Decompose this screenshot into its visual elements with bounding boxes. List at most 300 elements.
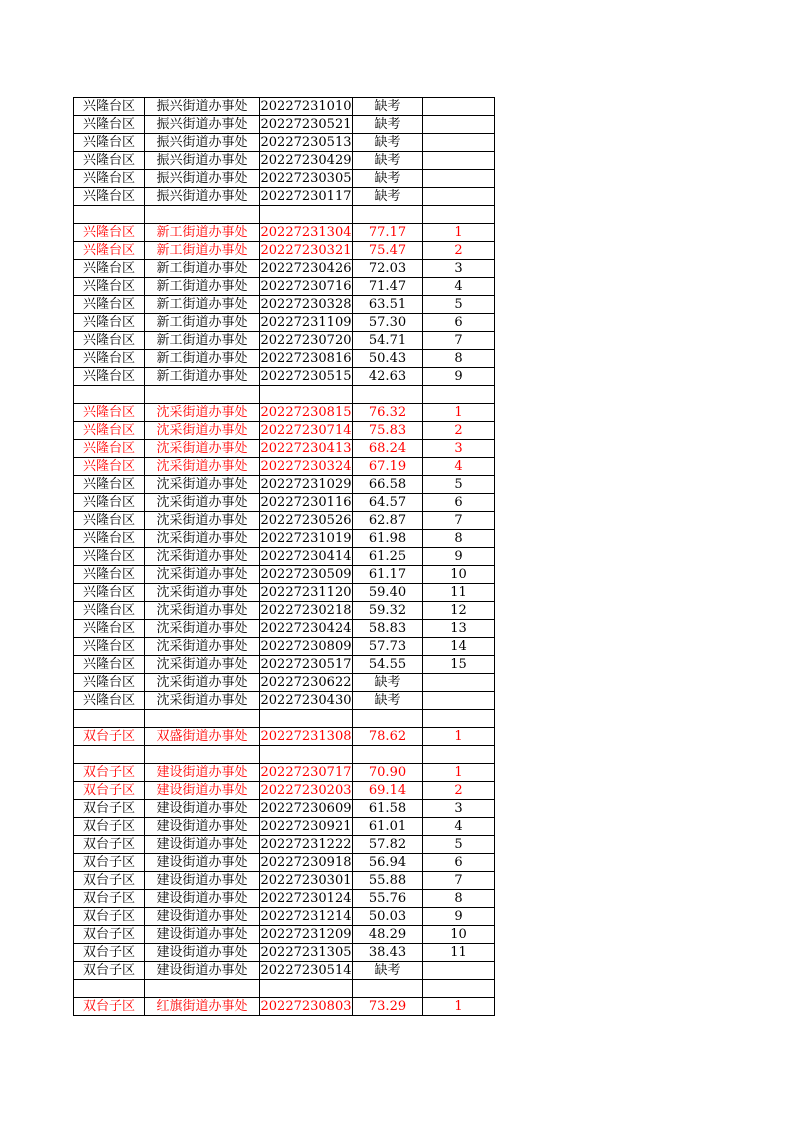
district-cell: 双台子区 xyxy=(74,908,145,926)
rank-cell xyxy=(423,98,495,116)
exam-id-cell: 20227231120 xyxy=(260,585,352,600)
exam-id-cell xyxy=(260,980,353,998)
district-cell: 双台子区 xyxy=(74,764,145,782)
table-row xyxy=(74,404,495,422)
rank-cell xyxy=(423,188,495,206)
exam-id-cell: 20227230714 xyxy=(260,423,352,438)
rank-cell: 2 xyxy=(423,422,495,440)
district-cell: 兴隆台区 xyxy=(74,98,145,116)
score-cell: 76.32 xyxy=(353,404,423,422)
rank-cell xyxy=(423,170,495,188)
score-cell: 缺考 xyxy=(353,962,423,980)
exam-id-cell: 20227230622 xyxy=(260,675,352,690)
office-cell xyxy=(145,206,260,224)
district-cell: 双台子区 xyxy=(74,890,145,908)
district-cell: 双台子区 xyxy=(74,854,145,872)
rank-cell xyxy=(423,134,495,152)
district-cell: 兴隆台区 xyxy=(74,242,145,260)
office-cell: 新工街道办事处 xyxy=(145,332,260,350)
rank-cell: 2 xyxy=(423,242,495,260)
score-table xyxy=(73,97,495,1016)
rank-cell: 15 xyxy=(423,656,495,674)
table-row xyxy=(74,512,495,530)
score-cell: 缺考 xyxy=(353,116,423,134)
rank-cell: 3 xyxy=(423,800,495,818)
rank-cell: 11 xyxy=(423,944,495,962)
table-row xyxy=(74,206,495,224)
score-cell: 58.83 xyxy=(353,620,423,638)
district-cell: 兴隆台区 xyxy=(74,512,145,530)
rank-cell: 6 xyxy=(423,314,495,332)
rank-cell: 9 xyxy=(423,908,495,926)
office-cell: 沈采街道办事处 xyxy=(145,530,260,548)
score-cell xyxy=(353,710,423,728)
district-cell: 兴隆台区 xyxy=(74,440,145,458)
exam-id-cell xyxy=(260,206,353,224)
district-cell: 兴隆台区 xyxy=(74,134,145,152)
district-cell xyxy=(74,746,145,764)
exam-id-cell: 20227230809 xyxy=(260,639,352,654)
exam-id-cell: 20227231305 xyxy=(260,945,352,960)
table-row xyxy=(74,224,495,242)
district-cell: 兴隆台区 xyxy=(74,404,145,422)
rank-cell xyxy=(423,962,495,980)
score-cell: 缺考 xyxy=(353,170,423,188)
table-row xyxy=(74,584,495,602)
table-row xyxy=(74,620,495,638)
score-cell: 缺考 xyxy=(353,98,423,116)
district-cell: 兴隆台区 xyxy=(74,548,145,566)
office-cell: 新工街道办事处 xyxy=(145,242,260,260)
district-cell: 兴隆台区 xyxy=(74,224,145,242)
district-cell: 兴隆台区 xyxy=(74,584,145,602)
table-row xyxy=(74,134,495,152)
exam-id-cell: 20227230816 xyxy=(260,351,352,366)
rank-cell: 9 xyxy=(423,548,495,566)
rank-cell: 1 xyxy=(423,764,495,782)
score-cell: 54.71 xyxy=(353,332,423,350)
exam-id-cell: 20227231019 xyxy=(260,531,352,546)
rank-cell: 14 xyxy=(423,638,495,656)
score-cell: 59.40 xyxy=(353,584,423,602)
exam-id-cell xyxy=(260,746,353,764)
district-cell: 兴隆台区 xyxy=(74,260,145,278)
exam-id-cell: 20227231304 xyxy=(260,225,352,240)
rank-cell: 5 xyxy=(423,296,495,314)
score-cell: 64.57 xyxy=(353,494,423,512)
table-row xyxy=(74,170,495,188)
score-cell: 55.76 xyxy=(353,890,423,908)
office-cell: 沈采街道办事处 xyxy=(145,512,260,530)
score-cell: 50.03 xyxy=(353,908,423,926)
rank-cell: 3 xyxy=(423,440,495,458)
score-cell: 70.90 xyxy=(353,764,423,782)
exam-id-cell: 20227230301 xyxy=(260,873,352,888)
exam-id-cell: 20227230203 xyxy=(260,783,352,798)
district-cell: 双台子区 xyxy=(74,818,145,836)
score-cell: 61.98 xyxy=(353,530,423,548)
rank-cell xyxy=(423,710,495,728)
office-cell: 沈采街道办事处 xyxy=(145,548,260,566)
exam-id-cell: 20227231109 xyxy=(260,315,352,330)
table-row xyxy=(74,152,495,170)
district-cell: 兴隆台区 xyxy=(74,692,145,710)
table-row xyxy=(74,242,495,260)
score-cell: 61.25 xyxy=(353,548,423,566)
exam-id-cell: 20227230328 xyxy=(260,297,352,312)
score-cell: 67.19 xyxy=(353,458,423,476)
table-row xyxy=(74,260,495,278)
rank-cell: 5 xyxy=(423,476,495,494)
district-cell xyxy=(74,980,145,998)
district-cell: 兴隆台区 xyxy=(74,368,145,386)
district-cell: 兴隆台区 xyxy=(74,530,145,548)
score-cell: 78.62 xyxy=(353,728,423,746)
district-cell: 兴隆台区 xyxy=(74,332,145,350)
exam-id-cell: 20227230803 xyxy=(260,999,352,1014)
office-cell: 新工街道办事处 xyxy=(145,224,260,242)
rank-cell: 6 xyxy=(423,854,495,872)
rank-cell: 1 xyxy=(423,224,495,242)
office-cell: 新工街道办事处 xyxy=(145,260,260,278)
exam-id-cell: 20227230218 xyxy=(260,603,352,618)
office-cell: 振兴街道办事处 xyxy=(145,98,260,116)
table-row xyxy=(74,530,495,548)
district-cell: 兴隆台区 xyxy=(74,170,145,188)
district-cell xyxy=(74,386,145,404)
exam-id-cell xyxy=(260,386,353,404)
table-row xyxy=(74,440,495,458)
rank-cell xyxy=(423,206,495,224)
exam-id-cell: 20227230424 xyxy=(260,621,352,636)
score-cell: 缺考 xyxy=(353,674,423,692)
rank-cell xyxy=(423,746,495,764)
district-cell: 双台子区 xyxy=(74,926,145,944)
rank-cell: 8 xyxy=(423,530,495,548)
office-cell xyxy=(145,980,260,998)
district-cell: 双台子区 xyxy=(74,872,145,890)
office-cell xyxy=(145,710,260,728)
office-cell: 双盛街道办事处 xyxy=(145,728,260,746)
office-cell: 振兴街道办事处 xyxy=(145,134,260,152)
district-cell: 兴隆台区 xyxy=(74,296,145,314)
office-cell: 沈采街道办事处 xyxy=(145,656,260,674)
table-row xyxy=(74,314,495,332)
rank-cell xyxy=(423,674,495,692)
exam-id-cell: 20227230429 xyxy=(260,153,352,168)
table-row xyxy=(74,278,495,296)
rank-cell: 9 xyxy=(423,368,495,386)
exam-id-cell: 20227231222 xyxy=(260,837,352,852)
exam-id-cell: 20227230413 xyxy=(260,441,352,456)
office-cell: 振兴街道办事处 xyxy=(145,152,260,170)
score-cell: 75.83 xyxy=(353,422,423,440)
office-cell: 红旗街道办事处 xyxy=(145,998,260,1016)
rank-cell: 4 xyxy=(423,818,495,836)
score-cell: 72.03 xyxy=(353,260,423,278)
exam-id-cell: 20227231010 xyxy=(260,99,352,114)
score-cell: 54.55 xyxy=(353,656,423,674)
score-cell xyxy=(353,206,423,224)
exam-id-cell: 20227230526 xyxy=(260,513,352,528)
district-cell: 兴隆台区 xyxy=(74,566,145,584)
score-cell: 73.29 xyxy=(353,998,423,1016)
rank-cell: 5 xyxy=(423,836,495,854)
office-cell: 沈采街道办事处 xyxy=(145,602,260,620)
office-cell: 沈采街道办事处 xyxy=(145,458,260,476)
office-cell: 沈采街道办事处 xyxy=(145,692,260,710)
score-cell: 71.47 xyxy=(353,278,423,296)
table-row xyxy=(74,872,495,890)
score-cell: 77.17 xyxy=(353,224,423,242)
rank-cell xyxy=(423,152,495,170)
score-cell: 缺考 xyxy=(353,134,423,152)
district-cell: 兴隆台区 xyxy=(74,152,145,170)
office-cell: 沈采街道办事处 xyxy=(145,584,260,602)
score-cell: 63.51 xyxy=(353,296,423,314)
exam-id-cell: 20227230513 xyxy=(260,135,352,150)
score-cell: 66.58 xyxy=(353,476,423,494)
exam-id-cell: 20227231214 xyxy=(260,909,352,924)
rank-cell: 7 xyxy=(423,872,495,890)
rank-cell: 10 xyxy=(423,566,495,584)
exam-id-cell xyxy=(260,710,353,728)
district-cell: 双台子区 xyxy=(74,998,145,1016)
rank-cell: 1 xyxy=(423,998,495,1016)
district-cell: 兴隆台区 xyxy=(74,314,145,332)
exam-id-cell: 20227230609 xyxy=(260,801,352,816)
office-cell: 建设街道办事处 xyxy=(145,926,260,944)
exam-id-cell: 20227230717 xyxy=(260,765,352,780)
table-row xyxy=(74,296,495,314)
rank-cell: 4 xyxy=(423,458,495,476)
table-row xyxy=(74,386,495,404)
score-cell: 57.30 xyxy=(353,314,423,332)
table-row xyxy=(74,980,495,998)
exam-id-cell: 20227230117 xyxy=(260,189,352,204)
rank-cell: 1 xyxy=(423,404,495,422)
district-cell: 双台子区 xyxy=(74,836,145,854)
district-cell: 兴隆台区 xyxy=(74,494,145,512)
score-cell: 缺考 xyxy=(353,692,423,710)
table-row xyxy=(74,800,495,818)
exam-id-cell: 20227230414 xyxy=(260,549,352,564)
table-row xyxy=(74,476,495,494)
office-cell: 沈采街道办事处 xyxy=(145,404,260,422)
office-cell: 新工街道办事处 xyxy=(145,314,260,332)
table-row xyxy=(74,116,495,134)
exam-id-cell: 20227231308 xyxy=(260,729,352,744)
rank-cell: 2 xyxy=(423,782,495,800)
rank-cell: 3 xyxy=(423,260,495,278)
score-cell: 61.01 xyxy=(353,818,423,836)
district-cell: 双台子区 xyxy=(74,944,145,962)
table-row xyxy=(74,602,495,620)
exam-id-cell: 20227230815 xyxy=(260,405,352,420)
table-row xyxy=(74,836,495,854)
score-cell: 62.87 xyxy=(353,512,423,530)
table-row xyxy=(74,890,495,908)
rank-cell xyxy=(423,116,495,134)
exam-id-cell: 20227230515 xyxy=(260,369,352,384)
office-cell: 建设街道办事处 xyxy=(145,908,260,926)
exam-id-cell: 20227230521 xyxy=(260,117,352,132)
score-cell: 75.47 xyxy=(353,242,423,260)
score-cell: 57.73 xyxy=(353,638,423,656)
rank-cell: 11 xyxy=(423,584,495,602)
rank-cell xyxy=(423,692,495,710)
district-cell: 兴隆台区 xyxy=(74,476,145,494)
rank-cell: 8 xyxy=(423,350,495,368)
exam-id-cell: 20227230321 xyxy=(260,243,352,258)
office-cell: 建设街道办事处 xyxy=(145,818,260,836)
score-cell: 57.82 xyxy=(353,836,423,854)
score-table-body xyxy=(74,98,495,1016)
office-cell: 新工街道办事处 xyxy=(145,350,260,368)
table-row xyxy=(74,566,495,584)
district-cell: 兴隆台区 xyxy=(74,458,145,476)
office-cell: 沈采街道办事处 xyxy=(145,494,260,512)
office-cell: 建设街道办事处 xyxy=(145,962,260,980)
rank-cell xyxy=(423,386,495,404)
district-cell: 双台子区 xyxy=(74,800,145,818)
table-row xyxy=(74,944,495,962)
exam-id-cell: 20227230720 xyxy=(260,333,352,348)
office-cell: 新工街道办事处 xyxy=(145,368,260,386)
office-cell: 沈采街道办事处 xyxy=(145,620,260,638)
district-cell xyxy=(74,710,145,728)
table-row xyxy=(74,422,495,440)
exam-id-cell: 20227230517 xyxy=(260,657,352,672)
district-cell: 兴隆台区 xyxy=(74,422,145,440)
office-cell xyxy=(145,746,260,764)
table-row xyxy=(74,692,495,710)
office-cell: 建设街道办事处 xyxy=(145,854,260,872)
score-cell xyxy=(353,746,423,764)
office-cell: 沈采街道办事处 xyxy=(145,422,260,440)
score-cell: 59.32 xyxy=(353,602,423,620)
rank-cell: 10 xyxy=(423,926,495,944)
table-row xyxy=(74,458,495,476)
table-row xyxy=(74,998,495,1016)
score-cell: 55.88 xyxy=(353,872,423,890)
exam-id-cell: 20227230918 xyxy=(260,855,352,870)
exam-id-cell: 20227230509 xyxy=(260,567,352,582)
district-cell: 兴隆台区 xyxy=(74,278,145,296)
table-row xyxy=(74,926,495,944)
score-cell: 缺考 xyxy=(353,152,423,170)
exam-id-cell: 20227230921 xyxy=(260,819,352,834)
district-cell: 兴隆台区 xyxy=(74,350,145,368)
office-cell: 振兴街道办事处 xyxy=(145,116,260,134)
table-row xyxy=(74,818,495,836)
office-cell: 建设街道办事处 xyxy=(145,872,260,890)
table-row xyxy=(74,764,495,782)
table-row xyxy=(74,638,495,656)
rank-cell: 8 xyxy=(423,890,495,908)
score-cell: 50.43 xyxy=(353,350,423,368)
score-cell: 61.58 xyxy=(353,800,423,818)
office-cell: 建设街道办事处 xyxy=(145,782,260,800)
office-cell: 沈采街道办事处 xyxy=(145,638,260,656)
office-cell: 沈采街道办事处 xyxy=(145,476,260,494)
district-cell: 兴隆台区 xyxy=(74,656,145,674)
district-cell xyxy=(74,206,145,224)
rank-cell: 13 xyxy=(423,620,495,638)
score-cell: 56.94 xyxy=(353,854,423,872)
table-row xyxy=(74,782,495,800)
district-cell: 兴隆台区 xyxy=(74,188,145,206)
rank-cell: 1 xyxy=(423,728,495,746)
table-row xyxy=(74,332,495,350)
table-row xyxy=(74,188,495,206)
district-cell: 兴隆台区 xyxy=(74,674,145,692)
table-row xyxy=(74,962,495,980)
score-cell: 42.63 xyxy=(353,368,423,386)
exam-id-cell: 20227230716 xyxy=(260,279,352,294)
score-cell: 61.17 xyxy=(353,566,423,584)
table-row xyxy=(74,368,495,386)
office-cell: 建设街道办事处 xyxy=(145,944,260,962)
rank-cell: 12 xyxy=(423,602,495,620)
office-cell: 建设街道办事处 xyxy=(145,764,260,782)
exam-id-cell: 20227231209 xyxy=(260,927,352,942)
table-row xyxy=(74,656,495,674)
table-row xyxy=(74,548,495,566)
office-cell: 沈采街道办事处 xyxy=(145,440,260,458)
table-row xyxy=(74,98,495,116)
exam-id-cell: 20227230426 xyxy=(260,261,352,276)
office-cell: 建设街道办事处 xyxy=(145,800,260,818)
score-cell: 48.29 xyxy=(353,926,423,944)
table-row xyxy=(74,674,495,692)
exam-id-cell: 20227230116 xyxy=(260,495,352,510)
exam-id-cell: 20227230324 xyxy=(260,459,352,474)
rank-cell: 7 xyxy=(423,512,495,530)
table-row xyxy=(74,728,495,746)
score-cell: 38.43 xyxy=(353,944,423,962)
score-cell: 68.24 xyxy=(353,440,423,458)
table-row xyxy=(74,350,495,368)
table-row xyxy=(74,746,495,764)
score-cell: 缺考 xyxy=(353,188,423,206)
table-row xyxy=(74,908,495,926)
district-cell: 双台子区 xyxy=(74,728,145,746)
rank-cell: 4 xyxy=(423,278,495,296)
rank-cell xyxy=(423,980,495,998)
office-cell: 振兴街道办事处 xyxy=(145,188,260,206)
exam-id-cell: 20227230514 xyxy=(260,963,352,978)
score-cell xyxy=(353,980,423,998)
score-cell xyxy=(353,386,423,404)
score-cell: 69.14 xyxy=(353,782,423,800)
office-cell: 建设街道办事处 xyxy=(145,890,260,908)
office-cell xyxy=(145,386,260,404)
exam-id-cell: 20227230305 xyxy=(260,171,352,186)
district-cell: 兴隆台区 xyxy=(74,620,145,638)
district-cell: 兴隆台区 xyxy=(74,116,145,134)
office-cell: 新工街道办事处 xyxy=(145,278,260,296)
district-cell: 兴隆台区 xyxy=(74,638,145,656)
table-row xyxy=(74,854,495,872)
exam-id-cell: 20227231029 xyxy=(260,477,352,492)
district-cell: 兴隆台区 xyxy=(74,602,145,620)
district-cell: 双台子区 xyxy=(74,782,145,800)
table-row xyxy=(74,710,495,728)
office-cell: 新工街道办事处 xyxy=(145,296,260,314)
office-cell: 沈采街道办事处 xyxy=(145,566,260,584)
rank-cell: 6 xyxy=(423,494,495,512)
